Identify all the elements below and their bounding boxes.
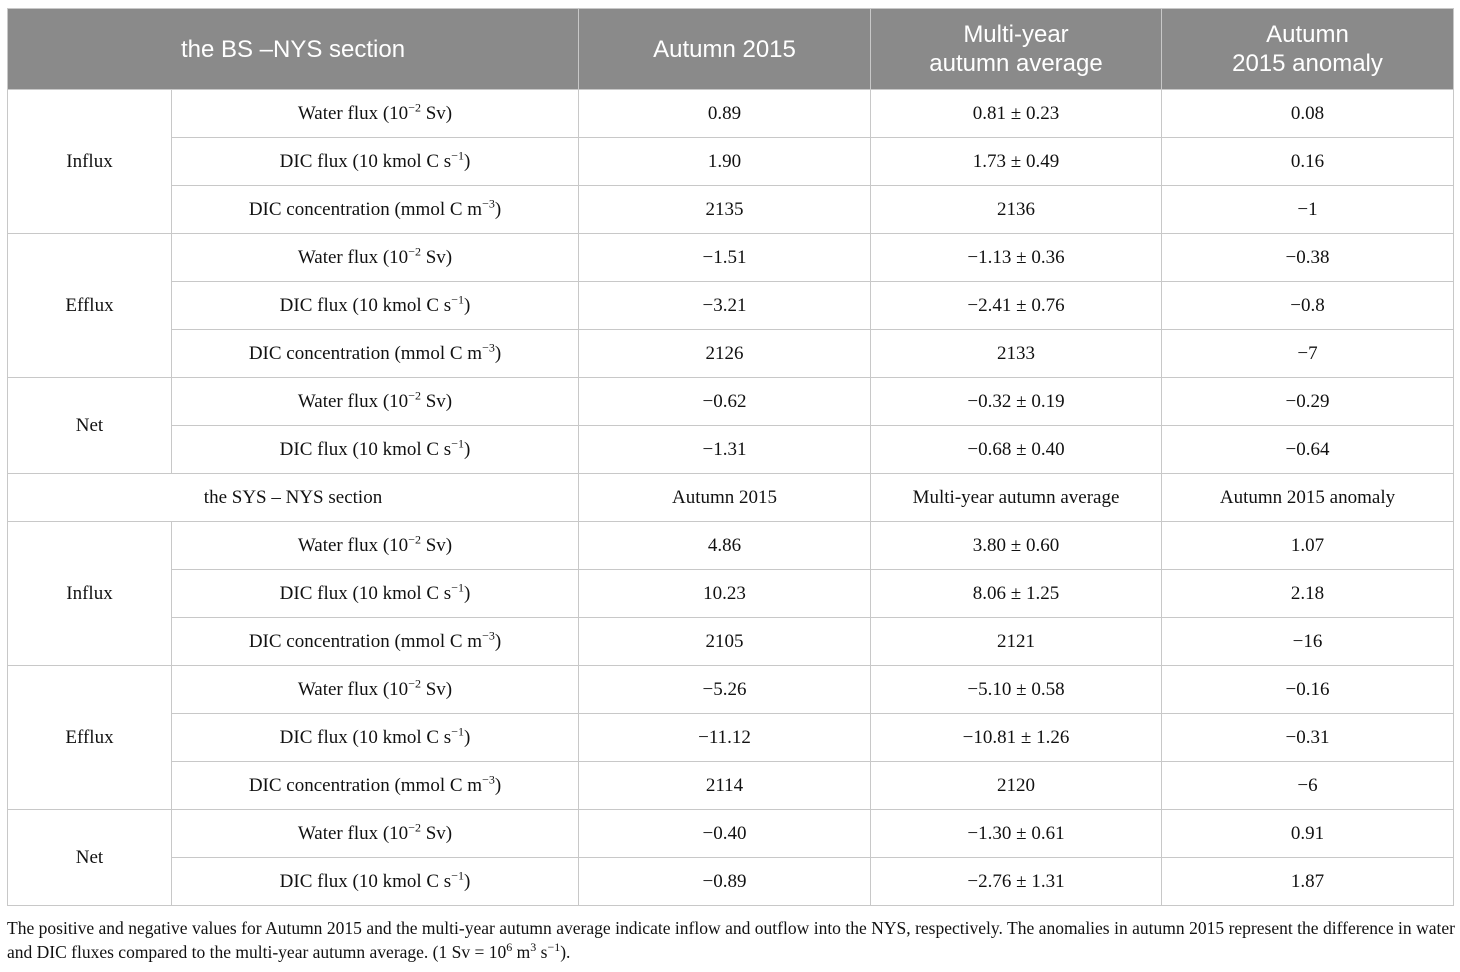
cell: −0.40: [579, 810, 871, 858]
cell: −0.62: [579, 378, 871, 426]
cell: −10.81 ± 1.26: [871, 714, 1162, 762]
row-label-water-flux: Water flux ($10^{-2}$ Sv): [172, 810, 579, 858]
cell: 0.81 ± 0.23: [871, 90, 1162, 138]
header-row: [8, 9, 1454, 90]
cell: −16: [1162, 618, 1454, 666]
cell: 1.07: [1162, 522, 1454, 570]
table-row: [8, 378, 1454, 426]
cell: 3.80 ± 0.60: [871, 522, 1162, 570]
header-autumn-2015: Autumn 2015: [579, 9, 871, 90]
cell: 2105: [579, 618, 871, 666]
cell: −0.64: [1162, 426, 1454, 474]
cell: −0.38: [1162, 234, 1454, 282]
header-anomaly: Autumn 2015 anomaly: [1162, 9, 1454, 90]
row-label-dic-concentration: DIC concentration (mmol C $m^{-3}$): [172, 618, 579, 666]
group-label-influx: Influx: [8, 90, 172, 234]
data-table-container: [7, 8, 1453, 906]
sys-header-autumn-2015: Autumn 2015: [579, 474, 871, 522]
cell: 8.06 ± 1.25: [871, 570, 1162, 618]
cell: 2136: [871, 186, 1162, 234]
cell: 0.16: [1162, 138, 1454, 186]
row-label-dic-concentration: DIC concentration (mmol C $m^{-3}$): [172, 762, 579, 810]
row-label-dic-flux: DIC flux (10 kmol C $s^{-1}$): [172, 426, 579, 474]
cell: 0.08: [1162, 90, 1454, 138]
cell: 1.73 ± 0.49: [871, 138, 1162, 186]
cell: 4.86: [579, 522, 871, 570]
cell: −0.68 ± 0.40: [871, 426, 1162, 474]
sys-header-multi-year: Multi-year autumn average: [871, 474, 1162, 522]
cell: −6: [1162, 762, 1454, 810]
cell: −0.29: [1162, 378, 1454, 426]
table-row: [8, 666, 1454, 714]
cell: −1.51: [579, 234, 871, 282]
group-label-efflux: Efflux: [8, 234, 172, 378]
cell: −1.30 ± 0.61: [871, 810, 1162, 858]
sys-section-header-row: [8, 474, 1454, 522]
row-label-water-flux: Water flux ($10^{-2}$ Sv): [172, 666, 579, 714]
cell: 2121: [871, 618, 1162, 666]
cell: −1.13 ± 0.36: [871, 234, 1162, 282]
table-row: [8, 618, 1454, 666]
table-row: [8, 522, 1454, 570]
cell: −5.10 ± 0.58: [871, 666, 1162, 714]
row-label-dic-flux: DIC flux (10 kmol C $s^{-1}$): [172, 282, 579, 330]
sys-header-anomaly: Autumn 2015 anomaly: [1162, 474, 1454, 522]
row-label-water-flux: Water flux ($10^{-2}$ Sv): [172, 90, 579, 138]
row-label-water-flux: Water flux ($10^{-2}$ Sv): [172, 234, 579, 282]
cell: −2.76 ± 1.31: [871, 858, 1162, 906]
table-row: [8, 90, 1454, 138]
cell: 0.91: [1162, 810, 1454, 858]
row-label-dic-flux: DIC flux (10 kmol C $s^{-1}$): [172, 714, 579, 762]
header-section: the BS –NYS section: [8, 9, 579, 90]
cell: 0.89: [579, 90, 871, 138]
flux-table: [7, 8, 1454, 906]
table-row: [8, 762, 1454, 810]
table-row: [8, 234, 1454, 282]
cell: 2.18: [1162, 570, 1454, 618]
table-row: [8, 810, 1454, 858]
cell: −0.89: [579, 858, 871, 906]
cell: −11.12: [579, 714, 871, 762]
row-label-dic-flux: DIC flux (10 kmol C $s^{-1}$): [172, 138, 579, 186]
cell: 2120: [871, 762, 1162, 810]
header-multi-year: Multi-year autumn average: [871, 9, 1162, 90]
cell: −0.16: [1162, 666, 1454, 714]
cell: −0.31: [1162, 714, 1454, 762]
cell: −0.32 ± 0.19: [871, 378, 1162, 426]
table-row: [8, 282, 1454, 330]
cell: 1.90: [579, 138, 871, 186]
table-row: [8, 570, 1454, 618]
cell: −5.26: [579, 666, 871, 714]
row-label-dic-concentration: DIC concentration (mmol C $m^{-3}$): [172, 186, 579, 234]
cell: −2.41 ± 0.76: [871, 282, 1162, 330]
cell: −3.21: [579, 282, 871, 330]
table-row: [8, 714, 1454, 762]
cell: 2135: [579, 186, 871, 234]
table-row: [8, 426, 1454, 474]
table-row: [8, 138, 1454, 186]
table-row: [8, 858, 1454, 906]
table-row: [8, 186, 1454, 234]
cell: 2133: [871, 330, 1162, 378]
group-label-net: Net: [8, 378, 172, 474]
cell: −0.8: [1162, 282, 1454, 330]
cell: 10.23: [579, 570, 871, 618]
group-label-efflux: Efflux: [8, 666, 172, 810]
group-label-influx: Influx: [8, 522, 172, 666]
row-label-water-flux: Water flux ($10^{-2}$ Sv): [172, 378, 579, 426]
cell: 2114: [579, 762, 871, 810]
cell: −7: [1162, 330, 1454, 378]
group-label-net: Net: [8, 810, 172, 906]
table-footnote: The positive and negative values for Autumn 2015 and the multi-year autumn average indicate inflow and outflow into the NYS, respectively. The anomalies in autumn 2015 represent the difference in water and DIC fluxes compared to the multi-year autumn average. (1 $Sv = 10^6$ $m^3$ $s^{-1}$).: [7, 918, 1455, 962]
cell: −1.31: [579, 426, 871, 474]
row-label-dic-flux: DIC flux (10 kmol C $s^{-1}$): [172, 570, 579, 618]
cell: 2126: [579, 330, 871, 378]
table-row: [8, 330, 1454, 378]
row-label-dic-flux: DIC flux (10 kmol C $s^{-1}$): [172, 858, 579, 906]
sys-section-title: the SYS – NYS section: [8, 474, 579, 522]
row-label-dic-concentration: DIC concentration (mmol C $m^{-3}$): [172, 330, 579, 378]
row-label-water-flux: Water flux ($10^{-2}$ Sv): [172, 522, 579, 570]
cell: −1: [1162, 186, 1454, 234]
cell: 1.87: [1162, 858, 1454, 906]
